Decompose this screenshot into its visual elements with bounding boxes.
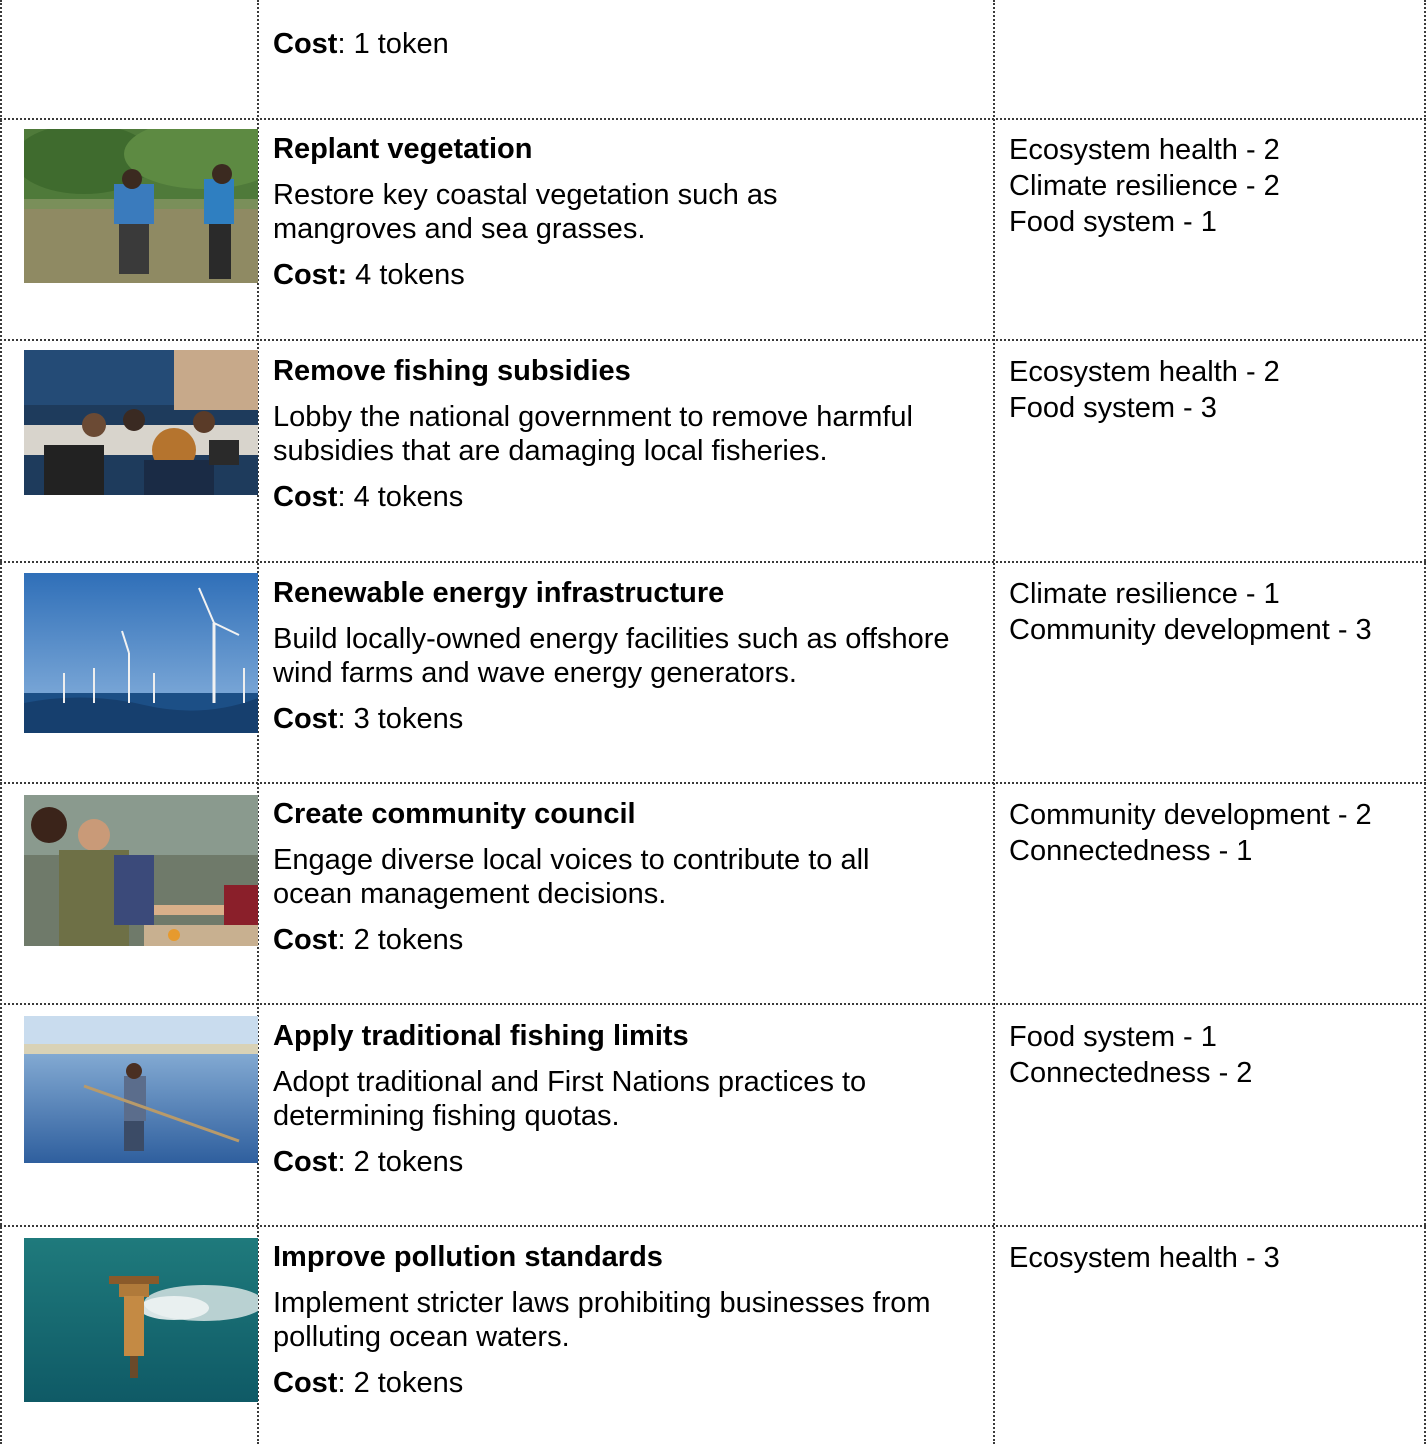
row-divider (0, 782, 1426, 784)
meeting-room-photo (24, 350, 258, 495)
traditional-fishing-photo (24, 1016, 258, 1163)
row-divider (0, 1003, 1426, 1005)
table-border-right (1424, 0, 1426, 1444)
action-title: Replant vegetation (273, 133, 533, 165)
action-create-community-council (273, 797, 983, 957)
impact-item: Food system - 3 (1009, 392, 1217, 424)
cost-label: Cost (273, 924, 338, 956)
cost-label: Cost (273, 1146, 338, 1178)
cost-value: : 3 tokens (337, 703, 464, 735)
impact-item: Ecosystem health - 3 (1009, 1242, 1280, 1274)
cost-value: : 1 token (337, 28, 449, 60)
action-title: Apply traditional fishing limits (273, 1020, 689, 1052)
cost-label: Cost (273, 1367, 338, 1399)
action-improve-pollution-standards (273, 1240, 983, 1400)
action-description: Implement stricter laws prohibiting businesses from polluting ocean waters. (273, 1287, 931, 1353)
impact-item: Community development - 3 (1009, 614, 1372, 646)
impact-item: Climate resilience - 2 (1009, 170, 1280, 202)
action-description: Lobby the national government to remove harmful subsidies that are damaging local fisheries. (273, 401, 913, 467)
impact-item: Food system - 1 (1009, 1021, 1217, 1053)
impact-item: Climate resilience - 1 (1009, 578, 1280, 610)
column-divider-2 (993, 0, 995, 1444)
cost-label: Cost (273, 481, 338, 513)
cost-label: Cost (273, 703, 338, 735)
action-description: Adopt traditional and First Nations practices to determining fishing quotas. (273, 1066, 867, 1132)
impact-list (1009, 354, 1280, 426)
action-description: Build locally-owned energy facilities such as offshore wind farms and wave energy generators. (273, 623, 950, 689)
impact-list (1009, 576, 1372, 648)
row-divider (0, 118, 1426, 120)
ocean-pollution-platform-photo (24, 1238, 258, 1402)
impact-item: Food system - 1 (1009, 206, 1217, 238)
impact-item: Community development - 2 (1009, 799, 1372, 831)
impact-list (1009, 132, 1280, 240)
community-handshake-photo (24, 795, 258, 946)
cost-label: Cost: (273, 259, 348, 291)
cost-value: : 2 tokens (337, 924, 464, 956)
action-remove-fishing-subsidies (273, 354, 988, 514)
action-description: Restore key coastal vegetation such as mangroves and sea grasses. (273, 179, 778, 245)
impact-list (1009, 1240, 1280, 1276)
top-row-cost (273, 27, 449, 61)
cost-value: 4 tokens (347, 259, 465, 291)
mangrove-planting-photo (24, 129, 258, 283)
action-title: Improve pollution standards (273, 1241, 663, 1273)
action-title: Create community council (273, 798, 636, 830)
row-divider (0, 561, 1426, 563)
action-renewable-energy-infrastructure (273, 576, 988, 736)
action-description: Engage diverse local voices to contribute to all ocean management decisions. (273, 844, 870, 910)
action-replant-vegetation (273, 132, 983, 292)
row-divider (0, 339, 1426, 341)
impact-item: Connectedness - 1 (1009, 835, 1253, 867)
impact-item: Ecosystem health - 2 (1009, 134, 1280, 166)
cost-label: Cost (273, 28, 338, 60)
impact-item: Ecosystem health - 2 (1009, 356, 1280, 388)
table-border-left-top (0, 0, 2, 120)
action-apply-traditional-fishing-limits (273, 1019, 983, 1179)
offshore-wind-farm-photo (24, 573, 258, 733)
action-title: Renewable energy infrastructure (273, 577, 725, 609)
cost-value: : 2 tokens (337, 1146, 464, 1178)
impact-list (1009, 797, 1372, 869)
impact-item: Connectedness - 2 (1009, 1057, 1253, 1089)
cost-value: : 4 tokens (337, 481, 464, 513)
row-divider (0, 1225, 1426, 1227)
cost-value: : 2 tokens (337, 1367, 464, 1399)
action-title: Remove fishing subsidies (273, 355, 631, 387)
impact-list (1009, 1019, 1252, 1091)
